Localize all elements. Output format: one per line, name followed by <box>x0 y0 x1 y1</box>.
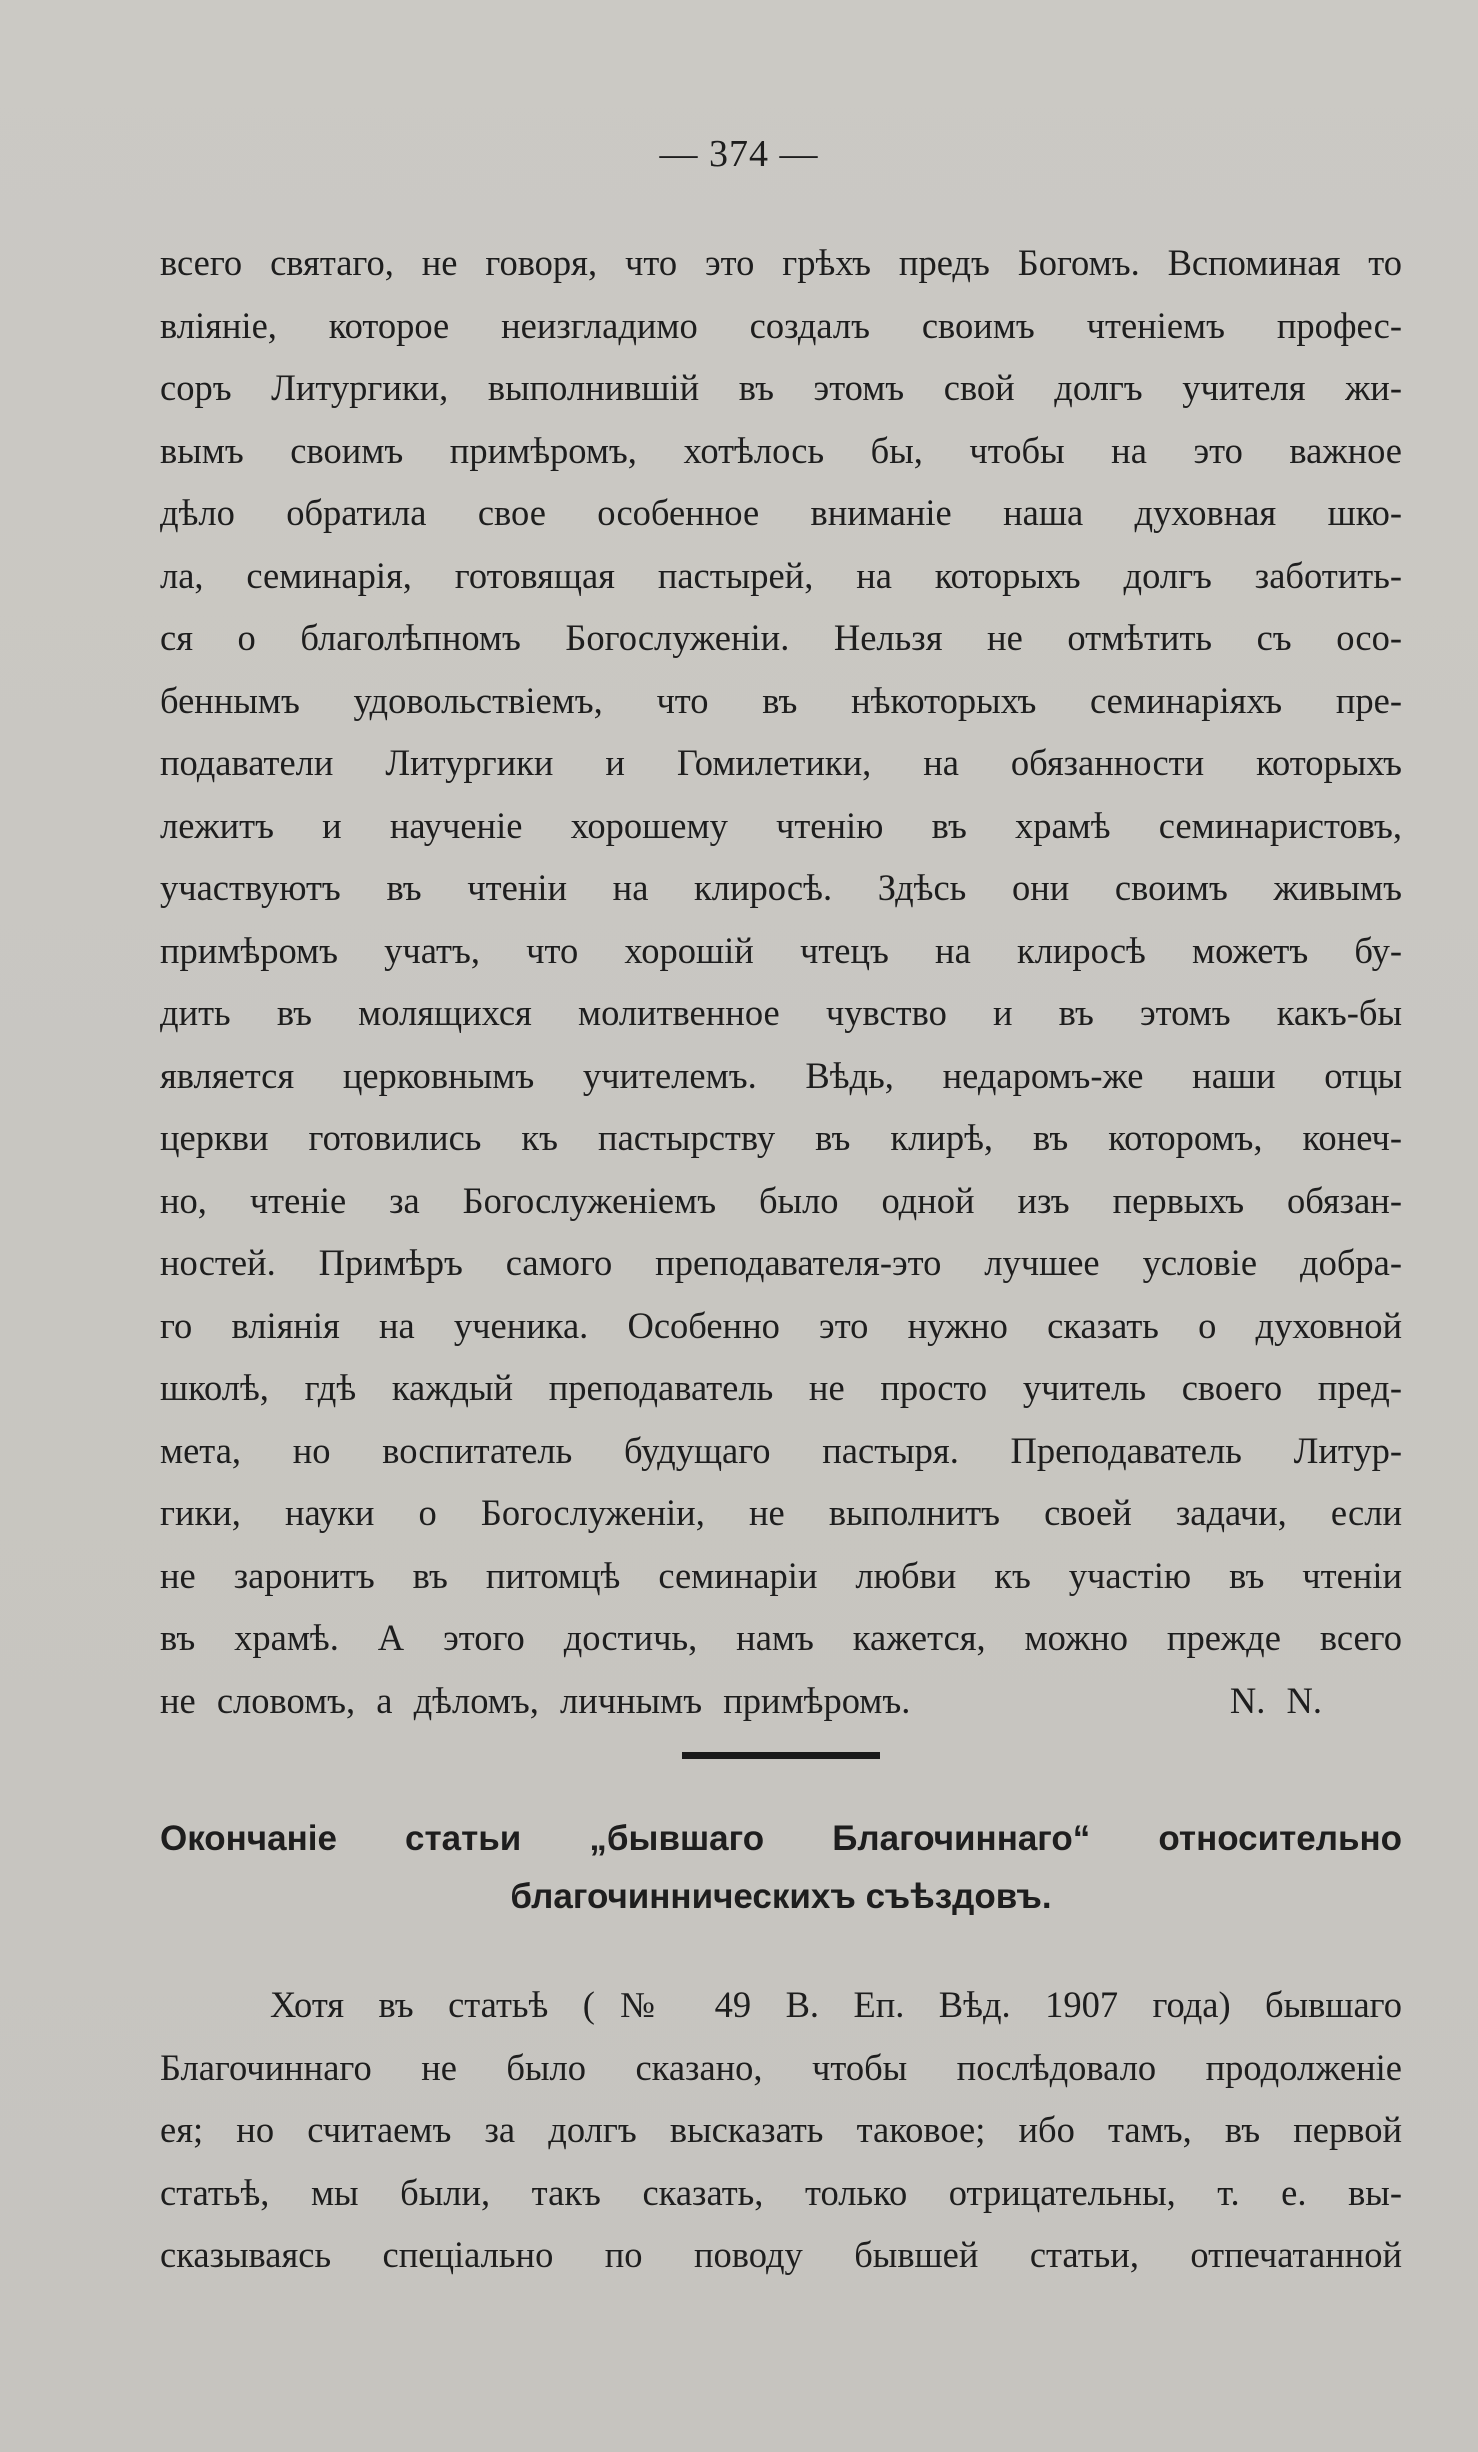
paragraph-1 <box>160 232 1402 1732</box>
text-line: вліяніе, которое неизгладимо создалъ своимъ чтеніемъ профес- <box>160 304 1402 346</box>
text-line: вымъ своимъ примѣромъ, хотѣлось бы, чтобы на это важное <box>160 429 1402 471</box>
text-line: участвуютъ въ чтеніи на клиросѣ. Здѣсь они своимъ живымъ <box>160 867 1402 908</box>
text-line: беннымъ удовольствіемъ, что въ нѣкоторыхъ семинаріяхъ пре- <box>160 679 1402 721</box>
text-line: Хотя въ статьѣ (№ 49 В. Еп. Вѣд. 1907 года) бывшаго <box>270 1984 1402 2025</box>
text-line: ея; но считаемъ за долгъ высказать таковое; ибо тамъ, въ первой <box>160 2109 1402 2150</box>
text-line: является церковнымъ учителемъ. Вѣдь, недаромъ-же наши отцы <box>160 1054 1402 1096</box>
text-line: ла, семинарія, готовящая пастырей, на которыхъ долгъ заботить- <box>160 554 1402 596</box>
text-line: дѣло обратила свое особенное вниманіе наша духовная шко- <box>160 492 1402 533</box>
text-line: го вліянія на ученика. Особенно это нужно сказать о духовной <box>160 1304 1402 1346</box>
text-line: Благочиннаго не было сказано, чтобы послѣдовало продолженіе <box>160 2046 1402 2088</box>
text-line: не заронитъ въ питомцѣ семинаріи любви къ участію въ чтеніи <box>160 1554 1402 1596</box>
text-line: мета, но воспитатель будущаго пастыря. Преподаватель Литур- <box>160 1429 1402 1471</box>
text-line: дить въ молящихся молитвенное чувство и въ этомъ какъ-бы <box>160 992 1402 1033</box>
text-line: гики, науки о Богослуженіи, не выполнитъ своей задачи, если <box>160 1492 1402 1533</box>
text-line: сказываясь спеціально по поводу бывшей статьи, отпечатанной <box>160 2234 1402 2275</box>
text-line: статьѣ, мы были, такъ сказать, только отрицательны, т. е. вы- <box>160 2171 1402 2213</box>
text-line: но, чтеніе за Богослуженіемъ было одной изъ первыхъ обязан- <box>160 1179 1402 1221</box>
text-line: соръ Литургики, выполнившій въ этомъ свой долгъ учителя жи- <box>160 367 1402 408</box>
text-line-content: не словомъ, а дѣломъ, личнымъ примѣромъ. <box>160 1679 911 1721</box>
article-heading <box>160 1810 1402 1926</box>
text-line: примѣромъ учатъ, что хорошій чтецъ на клиросѣ можетъ бу- <box>160 929 1402 971</box>
text-line: церкви готовились къ пастырству въ клирѣ, въ которомъ, конеч- <box>160 1117 1402 1158</box>
heading-line: Окончаніе статьи „бывшаго Благочиннаго“ относительно <box>160 1819 1402 1858</box>
text-line: ностей. Примѣръ самого преподавателя-это лучшее условіе добра- <box>160 1242 1402 1283</box>
author-signature: N. N. <box>1229 1679 1322 1721</box>
text-line: лежитъ и наученіе хорошему чтенію въ храмѣ семинаристовъ, <box>160 804 1402 846</box>
text-line: ся о благолѣпномъ Богослуженіи. Нельзя не отмѣтить съ осо- <box>160 617 1402 658</box>
section-divider <box>682 1752 880 1759</box>
text-line: въ храмѣ. А этого достичь, намъ кажется, можно прежде всего <box>160 1617 1402 1658</box>
page-number: — 374 — <box>659 133 819 175</box>
text-line: подаватели Литургики и Гомилетики, на обязанности которыхъ <box>160 742 1402 783</box>
paragraph-2 <box>160 1974 1402 2287</box>
text-line-last <box>160 1670 1402 1733</box>
text-line: школѣ, гдѣ каждый преподаватель не просто учитель своего пред- <box>160 1367 1402 1408</box>
heading-line: благочинническихъ съѣздовъ. <box>510 1877 1052 1916</box>
text-line: всего святаго, не говоря, что это грѣхъ предъ Богомъ. Вспоминая то <box>160 242 1402 283</box>
